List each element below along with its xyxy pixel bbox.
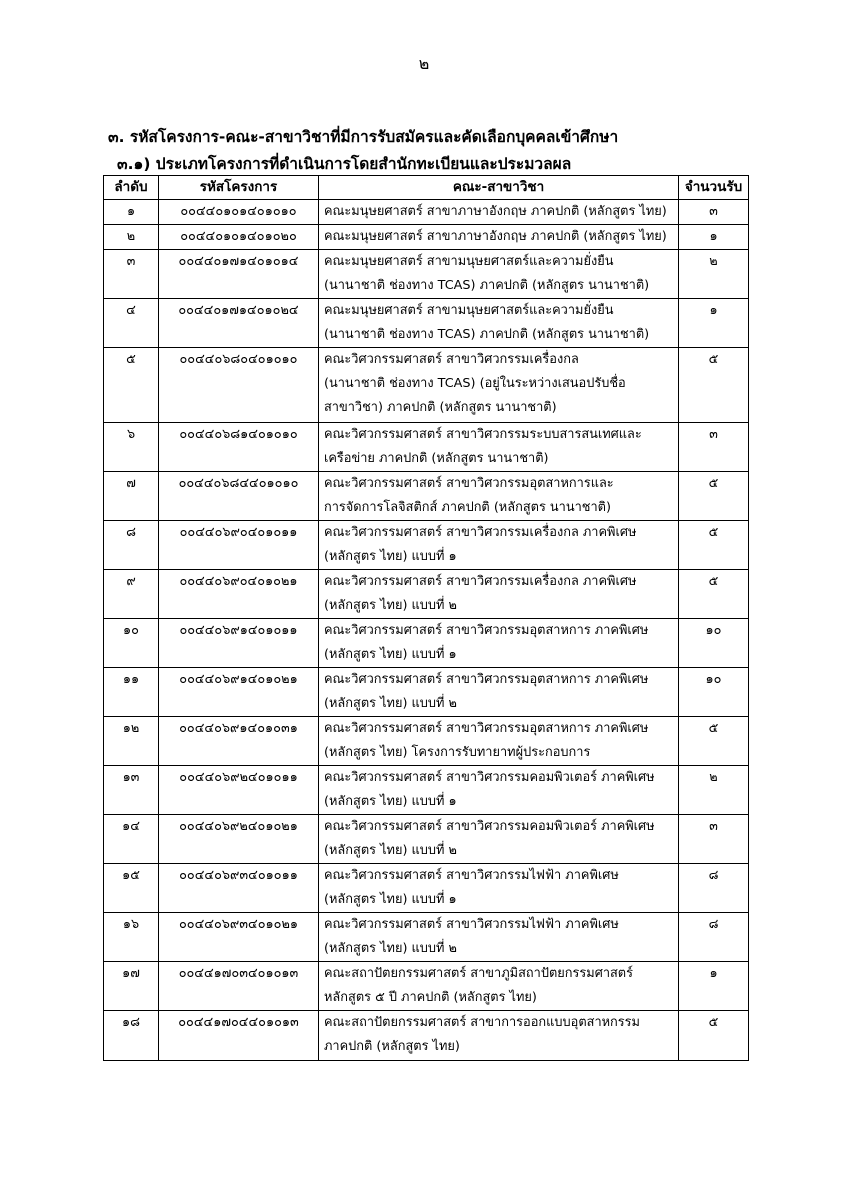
cell-faculty-major <box>319 766 679 815</box>
cell-seats: ๓ <box>679 423 749 472</box>
table-row <box>104 225 749 250</box>
cell-program-code: ๐๐๔๔๐๖๘๑๔๐๑๐๑๐ <box>159 423 319 472</box>
cell-faculty-major <box>319 717 679 766</box>
faculty-major-line: (นานาชาติ ช่องทาง TCAS) (อยู่ในระหว่างเสนอปรับชื่อ <box>324 376 626 391</box>
cell-faculty-major <box>319 815 679 864</box>
cell-seats: ๒ <box>679 766 749 815</box>
cell-seats: ๕ <box>679 1011 749 1061</box>
faculty-major-line: คณะมนุษยศาสตร์ สาขาภาษาอังกฤษ ภาคปกติ (หลักสูตร ไทย) <box>324 204 667 219</box>
subsection-heading: ๓.๑) ประเภทโครงการที่ดำเนินการโดยสำนักทะเบียนและประมวลผล <box>117 155 572 173</box>
cell-faculty-major <box>319 913 679 962</box>
table-row <box>104 913 749 962</box>
cell-order: ๑๐ <box>104 619 159 668</box>
faculty-major-line: การจัดการโลจิสติกส์ ภาคปกติ (หลักสูตร นานาชาติ) <box>324 500 611 515</box>
cell-order: ๑๕ <box>104 864 159 913</box>
cell-seats: ๘ <box>679 864 749 913</box>
header-faculty-major: คณะ-สาขาวิชา <box>319 176 679 200</box>
table-row <box>104 619 749 668</box>
cell-program-code: ๐๐๔๔๐๖๘๔๔๐๑๐๑๐ <box>159 472 319 521</box>
table-row <box>104 766 749 815</box>
faculty-major-line: คณะวิศวกรรมศาสตร์ สาขาวิศวกรรมอุตสาหการ ภาคพิเศษ <box>324 672 649 687</box>
cell-seats: ๕ <box>679 348 749 423</box>
table-header-row <box>104 176 749 200</box>
table-row <box>104 423 749 472</box>
faculty-major-line: คณะมนุษยศาสตร์ สาขามนุษยศาสตร์และความยั่งยืน <box>324 254 614 269</box>
cell-program-code: ๐๐๔๔๐๖๙๐๔๐๑๐๑๑ <box>159 521 319 570</box>
faculty-major-line: คณะสถาปัตยกรรมศาสตร์ สาขาภูมิสถาปัตยกรรมศาสตร์ <box>324 966 633 981</box>
faculty-major-line: คณะวิศวกรรมศาสตร์ สาขาวิศวกรรมคอมพิวเตอร์ ภาคพิเศษ <box>324 819 655 834</box>
faculty-major-line: คณะวิศวกรรมศาสตร์ สาขาวิศวกรรมไฟฟ้า ภาคพิเศษ <box>324 917 619 932</box>
cell-seats: ๑๐ <box>679 619 749 668</box>
table-row <box>104 717 749 766</box>
cell-program-code: ๐๐๔๔๐๖๙๑๔๐๑๐๑๑ <box>159 619 319 668</box>
cell-faculty-major <box>319 1011 679 1061</box>
faculty-major-line: คณะวิศวกรรมศาสตร์ สาขาวิศวกรรมอุตสาหการ ภาคพิเศษ <box>324 721 649 736</box>
cell-program-code: ๐๐๔๔๐๑๗๑๔๐๑๐๑๔ <box>159 250 319 299</box>
faculty-major-line: (หลักสูตร ไทย) แบบที่ ๒ <box>324 941 457 956</box>
cell-faculty-major <box>319 250 679 299</box>
cell-faculty-major <box>319 200 679 225</box>
table-row <box>104 864 749 913</box>
faculty-major-line: สาขาวิชา) ภาคปกติ (หลักสูตร นานาชาติ) <box>324 400 557 415</box>
table-row <box>104 250 749 299</box>
cell-order: ๑๔ <box>104 815 159 864</box>
cell-program-code: ๐๐๔๔๐๖๙๒๔๐๑๐๑๑ <box>159 766 319 815</box>
table-row <box>104 348 749 423</box>
cell-faculty-major <box>319 619 679 668</box>
faculty-major-line: (หลักสูตร ไทย) แบบที่ ๒ <box>324 598 457 613</box>
cell-order: ๕ <box>104 348 159 423</box>
cell-program-code: ๐๐๔๔๑๗๐๓๔๐๑๐๑๓ <box>159 962 319 1011</box>
faculty-major-line: คณะมนุษยศาสตร์ สาขาภาษาอังกฤษ ภาคปกติ (หลักสูตร ไทย) <box>324 229 667 244</box>
faculty-major-line: (หลักสูตร ไทย) แบบที่ ๑ <box>324 892 457 907</box>
admission-programs-table <box>103 175 749 1061</box>
header-order: ลำดับ <box>104 176 159 200</box>
table-row <box>104 472 749 521</box>
cell-program-code: ๐๐๔๔๐๖๙๓๔๐๑๐๒๑ <box>159 913 319 962</box>
cell-order: ๑๖ <box>104 913 159 962</box>
cell-order: ๒ <box>104 225 159 250</box>
faculty-major-line: (หลักสูตร ไทย) แบบที่ ๑ <box>324 647 457 662</box>
faculty-major-line: หลักสูตร ๕ ปี ภาคปกติ (หลักสูตร ไทย) <box>324 990 537 1005</box>
cell-program-code: ๐๐๔๔๐๑๗๑๔๐๑๐๒๔ <box>159 299 319 348</box>
faculty-major-line: (หลักสูตร ไทย) แบบที่ ๒ <box>324 843 457 858</box>
cell-program-code: ๐๐๔๔๐๑๐๑๔๐๑๐๒๐ <box>159 225 319 250</box>
cell-program-code: ๐๐๔๔๐๖๘๐๔๐๑๐๑๐ <box>159 348 319 423</box>
table-row <box>104 200 749 225</box>
page-number: ๒ <box>418 54 430 73</box>
cell-faculty-major <box>319 570 679 619</box>
cell-order: ๗ <box>104 472 159 521</box>
cell-faculty-major <box>319 864 679 913</box>
cell-program-code: ๐๐๔๔๐๖๙๐๔๐๑๐๒๑ <box>159 570 319 619</box>
cell-order: ๙ <box>104 570 159 619</box>
cell-order: ๘ <box>104 521 159 570</box>
faculty-major-line: (นานาชาติ ช่องทาง TCAS) ภาคปกติ (หลักสูตร นานาชาติ) <box>324 278 650 293</box>
faculty-major-line: คณะสถาปัตยกรรมศาสตร์ สาขาการออกแบบอุตสาหกรรม <box>324 1015 640 1030</box>
table-row <box>104 299 749 348</box>
cell-seats: ๕ <box>679 717 749 766</box>
cell-order: ๑๓ <box>104 766 159 815</box>
faculty-major-line: คณะวิศวกรรมศาสตร์ สาขาวิศวกรรมไฟฟ้า ภาคพิเศษ <box>324 868 619 883</box>
faculty-major-line: คณะมนุษยศาสตร์ สาขามนุษยศาสตร์และความยั่งยืน <box>324 303 614 318</box>
cell-program-code: ๐๐๔๔๐๖๙๑๔๐๑๐๒๑ <box>159 668 319 717</box>
cell-order: ๓ <box>104 250 159 299</box>
faculty-major-line: (นานาชาติ ช่องทาง TCAS) ภาคปกติ (หลักสูตร นานาชาติ) <box>324 327 650 342</box>
cell-faculty-major <box>319 962 679 1011</box>
cell-seats: ๓ <box>679 815 749 864</box>
faculty-major-line: (หลักสูตร ไทย) แบบที่ ๒ <box>324 696 457 711</box>
cell-faculty-major <box>319 225 679 250</box>
cell-seats: ๒ <box>679 250 749 299</box>
cell-order: ๑๒ <box>104 717 159 766</box>
faculty-major-line: (หลักสูตร ไทย) แบบที่ ๑ <box>324 794 457 809</box>
cell-program-code: ๐๐๔๔๐๖๙๓๔๐๑๐๑๑ <box>159 864 319 913</box>
cell-seats: ๑ <box>679 225 749 250</box>
cell-seats: ๑ <box>679 962 749 1011</box>
cell-seats: ๓ <box>679 200 749 225</box>
cell-faculty-major <box>319 348 679 423</box>
faculty-major-line: (หลักสูตร ไทย) โครงการรับทายาทผู้ประกอบการ <box>324 745 591 760</box>
cell-faculty-major <box>319 299 679 348</box>
cell-order: ๑๘ <box>104 1011 159 1061</box>
table-row <box>104 1011 749 1061</box>
cell-program-code: ๐๐๔๔๐๑๐๑๔๐๑๐๑๐ <box>159 200 319 225</box>
faculty-major-line: ภาคปกติ (หลักสูตร ไทย) <box>324 1039 460 1054</box>
faculty-major-line: คณะวิศวกรรมศาสตร์ สาขาวิศวกรรมเครื่องกล ภาคพิเศษ <box>324 525 637 540</box>
cell-order: ๑๑ <box>104 668 159 717</box>
cell-seats: ๑๐ <box>679 668 749 717</box>
table-row <box>104 521 749 570</box>
header-seats: จำนวนรับ <box>679 176 749 200</box>
cell-program-code: ๐๐๔๔๑๗๐๔๔๐๑๐๑๓ <box>159 1011 319 1061</box>
faculty-major-line: คณะวิศวกรรมศาสตร์ สาขาวิศวกรรมคอมพิวเตอร์ ภาคพิเศษ <box>324 770 655 785</box>
table-row <box>104 570 749 619</box>
cell-faculty-major <box>319 668 679 717</box>
cell-faculty-major <box>319 521 679 570</box>
cell-faculty-major <box>319 423 679 472</box>
cell-order: ๖ <box>104 423 159 472</box>
cell-seats: ๕ <box>679 570 749 619</box>
cell-seats: ๕ <box>679 472 749 521</box>
table-row <box>104 668 749 717</box>
cell-seats: ๕ <box>679 521 749 570</box>
faculty-major-line: คณะวิศวกรรมศาสตร์ สาขาวิศวกรรมเครื่องกล ภาคพิเศษ <box>324 574 637 589</box>
section-heading: ๓. รหัสโครงการ-คณะ-สาขาวิชาที่มีการรับสมัครและคัดเลือกบุคคลเข้าศึกษา <box>108 128 619 146</box>
cell-faculty-major <box>319 472 679 521</box>
cell-order: ๔ <box>104 299 159 348</box>
faculty-major-line: คณะวิศวกรรมศาสตร์ สาขาวิศวกรรมระบบสารสนเทศและ <box>324 427 642 442</box>
table-row <box>104 815 749 864</box>
faculty-major-line: คณะวิศวกรรมศาสตร์ สาขาวิศวกรรมเครื่องกล <box>324 352 579 367</box>
cell-order: ๑ <box>104 200 159 225</box>
cell-order: ๑๗ <box>104 962 159 1011</box>
cell-seats: ๑ <box>679 299 749 348</box>
cell-seats: ๘ <box>679 913 749 962</box>
table-body <box>104 200 749 1061</box>
table-row <box>104 962 749 1011</box>
faculty-major-line: คณะวิศวกรรมศาสตร์ สาขาวิศวกรรมอุตสาหการ ภาคพิเศษ <box>324 623 649 638</box>
faculty-major-line: คณะวิศวกรรมศาสตร์ สาขาวิศวกรรมอุตสาหการและ <box>324 476 614 491</box>
cell-program-code: ๐๐๔๔๐๖๙๑๔๐๑๐๓๑ <box>159 717 319 766</box>
faculty-major-line: เครือข่าย ภาคปกติ (หลักสูตร นานาชาติ) <box>324 451 549 466</box>
header-program-code: รหัสโครงการ <box>159 176 319 200</box>
cell-program-code: ๐๐๔๔๐๖๙๒๔๐๑๐๒๑ <box>159 815 319 864</box>
faculty-major-line: (หลักสูตร ไทย) แบบที่ ๑ <box>324 549 457 564</box>
